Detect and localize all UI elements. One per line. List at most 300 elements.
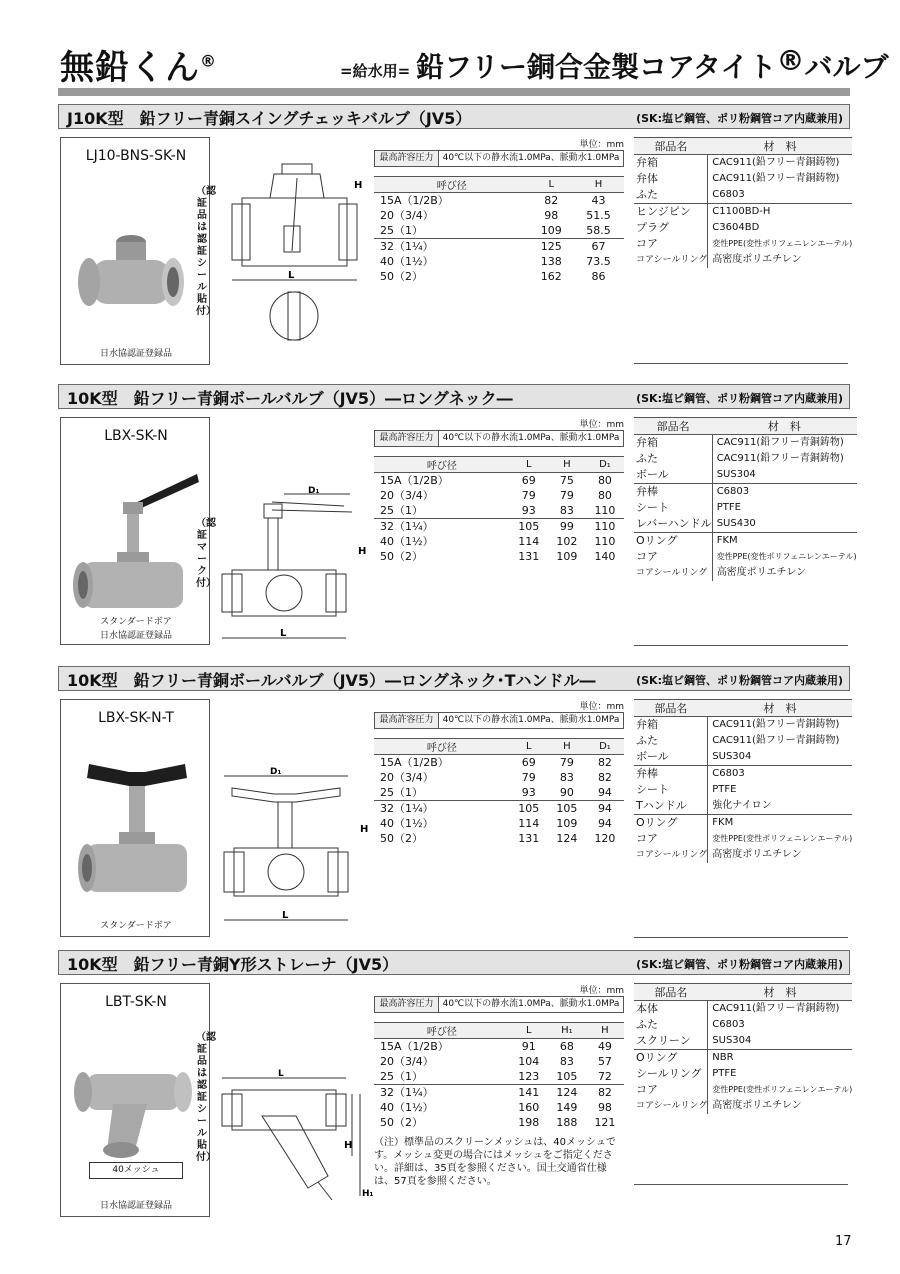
materials-header (634, 700, 852, 717)
value-cell: 110 (586, 519, 624, 535)
section-swing-check-valve (58, 104, 853, 364)
certification-note: （認証品は認証シール貼付） (196, 1032, 216, 1163)
section-note: (SK:塩ビ鋼管、ポリ粉鋼管コア内蔵兼用) (636, 674, 843, 687)
table-row (634, 155, 852, 172)
material-cell: C6803 (708, 1017, 852, 1033)
model-number: LBT-SK-N (105, 994, 167, 1010)
size-cell: 20（3/4） (380, 209, 434, 222)
max-pressure-value: 40℃以下の静水流1.0MPa、脈動水1.0MPa (442, 999, 620, 1009)
photo-note: スタンダードボア (100, 921, 172, 931)
value-cell: 94 (586, 801, 624, 817)
table-row (374, 549, 624, 564)
value-cell: 141 (510, 1085, 548, 1101)
table-row (634, 815, 852, 832)
size-cell: 40（1½） (380, 535, 434, 548)
part-cell: コア (636, 1083, 658, 1096)
size-header: 呼び径 (374, 1023, 510, 1039)
table-row (634, 467, 857, 484)
size-cell: 20（3/4） (380, 489, 434, 502)
section-ball-valve-long-neck (58, 384, 857, 646)
certification-note: （認証マーク付） (196, 518, 216, 589)
value-cell: 198 (518, 1116, 540, 1129)
material-cell: PTFE (708, 1066, 852, 1082)
column-header: H (548, 457, 586, 473)
part-cell: ふた (636, 452, 658, 465)
material-cell: CAC911(鉛フリー青銅鋳物) (708, 733, 852, 749)
column-header: H (573, 177, 624, 193)
table-row (634, 717, 852, 734)
column-header: L (510, 739, 548, 755)
table-row (374, 770, 624, 785)
model-number: LBX-SK-N-T (98, 710, 174, 726)
materials-header (634, 138, 852, 155)
value-cell: 57 (597, 1055, 612, 1068)
material-cell: 変性PPE(変性ポリフェニレンエーテル) (708, 236, 852, 252)
drawing-label-h: H (358, 546, 367, 557)
headline-registered-mark: ® (776, 44, 805, 77)
material-cell: 変性PPE(変性ポリフェニレンエーテル) (708, 1082, 852, 1098)
value-cell: 110 (594, 504, 616, 517)
product-photo-panel (60, 699, 210, 937)
material-cell: SUS304 (712, 467, 856, 484)
ball-valve-t-handle-photo (77, 748, 197, 898)
max-pressure-value: 40℃以下の静水流1.0MPa、脈動水1.0MPa (442, 433, 620, 443)
drawing-label-h1: H₁ (362, 1189, 374, 1199)
product-photo-panel (60, 417, 216, 645)
part-cell: 弁棒 (634, 766, 708, 783)
drawing-label-d1: D₁ (270, 767, 282, 777)
material-cell: PTFE (708, 782, 852, 798)
material-cell: 高密度ポリエチレン (708, 847, 852, 863)
part-cell: ボール (636, 750, 669, 763)
part-cell: 弁箱 (636, 436, 658, 449)
value-cell: 188 (556, 1116, 578, 1129)
value-cell: 72 (597, 1070, 612, 1083)
part-cell: ふた (636, 734, 658, 747)
value-cell: 90 (559, 786, 574, 799)
size-cell: 50（2） (380, 270, 423, 283)
value-cell: 80 (597, 474, 612, 487)
part-cell: コアシールリング (636, 255, 708, 265)
table-row (374, 816, 624, 831)
table-row (634, 451, 857, 467)
ball-valve-lever-photo (71, 462, 201, 612)
table-row (634, 516, 857, 533)
value-cell: 58.5 (586, 224, 611, 237)
brand-registered-mark: ® (200, 51, 217, 71)
value-cell: 110 (594, 535, 616, 548)
value-cell: 109 (556, 817, 578, 830)
value-cell: 104 (518, 1055, 540, 1068)
value-cell: 105 (510, 801, 548, 817)
max-pressure-row (374, 996, 624, 1013)
size-cell: 40（1½） (380, 1101, 434, 1114)
drawing-label-l: L (278, 1069, 284, 1079)
drawing-label-h: H (344, 1140, 353, 1151)
value-cell: 91 (521, 1040, 536, 1053)
part-cell: 弁体 (636, 172, 658, 185)
part-header: 部品名 (634, 418, 712, 435)
part-cell: 弁棒 (634, 484, 712, 501)
product-photo-panel (60, 137, 216, 365)
max-pressure-label: 最高許容圧力 (375, 151, 439, 166)
value-cell: 131 (518, 832, 540, 845)
value-cell: 105 (556, 1070, 578, 1083)
table-row (634, 831, 852, 847)
product-photo-panel (60, 983, 216, 1217)
table-row (634, 749, 852, 766)
part-cell: 弁箱 (636, 156, 658, 169)
section-title: 10K型 鉛フリー青銅ボールバルブ（JV5）―ロングネック･Tハンドル― (67, 671, 596, 690)
value-cell: 98 (544, 209, 559, 222)
part-header: 部品名 (634, 138, 708, 155)
part-cell: コア (636, 832, 658, 845)
part-cell: シールリング (636, 1067, 702, 1080)
material-cell: SUS304 (708, 749, 852, 766)
material-cell: 変性PPE(変性ポリフェニレンエーテル) (708, 831, 852, 847)
table-row (634, 766, 852, 783)
y-strainer-photo (73, 1032, 193, 1162)
size-cell: 50（2） (380, 832, 423, 845)
value-cell: 140 (594, 550, 616, 563)
value-cell: 51.5 (586, 209, 611, 222)
column-header: L (510, 1023, 548, 1039)
size-cell: 32（1¼） (374, 519, 510, 535)
value-cell: 114 (518, 535, 540, 548)
swing-check-valve-photo (75, 230, 187, 330)
max-pressure-label: 最高許容圧力 (375, 997, 439, 1012)
part-cell: 本体 (636, 1002, 658, 1015)
table-row (634, 236, 852, 252)
material-cell: 高密度ポリエチレン (712, 565, 856, 581)
part-cell: Tハンドル (636, 799, 687, 812)
table-row (374, 1054, 624, 1069)
dimensions-table (374, 456, 624, 564)
section-title: 10K型 鉛フリー青銅ボールバルブ（JV5）―ロングネック― (67, 389, 513, 408)
part-cell: コア (636, 237, 658, 250)
value-cell: 69 (521, 474, 536, 487)
materials-table (634, 417, 857, 581)
section-note: (SK:塩ビ鋼管、ポリ粉鋼管コア内蔵兼用) (636, 112, 843, 125)
max-pressure-label: 最高許容圧力 (375, 713, 439, 728)
part-header: 部品名 (634, 700, 708, 717)
part-cell: コアシールリング (636, 1101, 708, 1111)
table-row (634, 484, 857, 501)
part-cell: ふた (636, 188, 658, 201)
section-header (58, 666, 850, 691)
material-header: 材 料 (708, 138, 852, 155)
material-cell: CAC911(鉛フリー青銅鋳物) (708, 155, 852, 172)
material-cell: C6803 (712, 484, 856, 501)
value-cell: 82 (586, 1085, 624, 1101)
table-row (634, 187, 852, 204)
drawing-label-l: L (288, 270, 295, 281)
table-row (374, 239, 624, 255)
material-cell: C3604BD (708, 220, 852, 236)
value-cell: 82 (597, 756, 612, 769)
size-cell: 15A（1/2B） (380, 474, 449, 487)
dimensions-table (374, 176, 624, 284)
drawing-label-h: H (354, 180, 363, 191)
unit-label: 単位：mm (579, 702, 624, 712)
value-cell: 120 (594, 832, 616, 845)
dimensions-header (374, 739, 624, 755)
value-cell: 94 (597, 786, 612, 799)
materials-header (634, 984, 852, 1001)
value-cell: 83 (559, 771, 574, 784)
column-header: H₁ (548, 1023, 586, 1039)
size-cell: 15A（1/2B） (380, 194, 449, 207)
table-row (374, 1100, 624, 1115)
part-cell: Oリング (634, 815, 708, 832)
value-cell: 75 (559, 474, 574, 487)
value-cell: 79 (559, 489, 574, 502)
unit-label: 単位：mm (579, 420, 624, 430)
table-row (374, 1039, 624, 1055)
table-row (634, 1050, 852, 1067)
section-note: (SK:塩ビ鋼管、ポリ粉鋼管コア内蔵兼用) (636, 958, 843, 971)
page-number: 17 (835, 1234, 852, 1249)
material-cell: SUS304 (708, 1033, 852, 1050)
table-row (634, 435, 857, 452)
drawing-label-h: H (360, 824, 369, 835)
size-cell: 40（1½） (380, 255, 434, 268)
photo-note: 日水協認証登録品 (99, 631, 172, 641)
value-cell: 86 (591, 270, 606, 283)
size-cell: 20（3/4） (380, 771, 434, 784)
material-cell: SUS430 (712, 516, 856, 533)
max-pressure-value: 40℃以下の静水流1.0MPa、脈動水1.0MPa (442, 715, 620, 725)
table-row (374, 223, 624, 239)
part-cell: スクリーン (636, 1034, 691, 1047)
value-cell: 83 (559, 1055, 574, 1068)
table-row (374, 193, 624, 209)
material-cell: C6803 (708, 766, 852, 783)
part-cell: シート (636, 501, 669, 514)
material-header: 材 料 (712, 418, 856, 435)
part-cell: ふた (636, 1018, 658, 1031)
size-cell: 25（1） (380, 224, 423, 237)
part-cell: ボール (636, 468, 669, 481)
table-row (374, 1115, 624, 1130)
material-cell: C6803 (708, 187, 852, 204)
value-cell: 109 (556, 550, 578, 563)
materials-header (634, 418, 857, 435)
value-cell: 99 (548, 519, 586, 535)
part-cell: レバーハンドル (636, 517, 712, 530)
table-row (374, 534, 624, 549)
max-pressure-value: 40℃以下の静水流1.0MPa、脈動水1.0MPa (442, 153, 620, 163)
table-row (374, 519, 624, 535)
strainer-notes: （注）標準品のスクリーンメッシュは、40メッシュです。メッシュ変更の場合にはメッシュをご指定ください。詳細は、35頁を参照ください。国土交通省仕様は、57頁を参照ください。 (374, 1137, 616, 1187)
value-cell: 105 (548, 801, 586, 817)
part-cell: コア (636, 550, 658, 563)
column-header: D₁ (586, 457, 624, 473)
model-number: LBX-SK-N (104, 428, 168, 444)
material-cell: PTFE (712, 500, 856, 516)
table-row (634, 1082, 852, 1098)
value-cell: 125 (529, 239, 573, 255)
headline-title-end: バルブ (804, 50, 889, 84)
table-row (634, 171, 852, 187)
section-header (58, 384, 850, 409)
table-row (374, 254, 624, 269)
value-cell: 131 (518, 550, 540, 563)
size-cell: 40（1½） (380, 817, 434, 830)
value-cell: 94 (597, 817, 612, 830)
table-row (634, 533, 857, 550)
material-cell: FKM (712, 533, 856, 550)
material-cell: 高密度ポリエチレン (708, 1098, 852, 1114)
column-header: D₁ (586, 739, 624, 755)
table-row (634, 204, 852, 221)
material-header: 材 料 (708, 984, 852, 1001)
table-row (634, 847, 852, 863)
value-cell: 105 (510, 519, 548, 535)
material-cell: CAC911(鉛フリー青銅鋳物) (708, 717, 852, 734)
max-pressure-row (374, 430, 624, 447)
value-cell: 124 (548, 1085, 586, 1101)
material-cell: 変性PPE(変性ポリフェニレンエーテル) (712, 549, 856, 565)
part-cell: プラグ (636, 221, 669, 234)
ball-valve-lever-drawing (222, 486, 372, 646)
size-cell: 25（1） (380, 786, 423, 799)
table-row (374, 1085, 624, 1101)
value-cell: 82 (597, 771, 612, 784)
value-cell: 123 (518, 1070, 540, 1083)
max-pressure-row (374, 150, 624, 167)
unit-label: 単位：mm (579, 986, 624, 996)
part-cell: コアシールリング (636, 568, 708, 578)
table-row (634, 1017, 852, 1033)
value-cell: 68 (559, 1040, 574, 1053)
section-note: (SK:塩ビ鋼管、ポリ粉鋼管コア内蔵兼用) (636, 392, 843, 405)
value-cell: 149 (556, 1101, 578, 1114)
size-cell: 25（1） (380, 504, 423, 517)
drawing-label-d1: D₁ (308, 486, 320, 496)
brand-title (60, 40, 217, 89)
material-cell: NBR (708, 1050, 852, 1067)
size-cell: 20（3/4） (380, 1055, 434, 1068)
table-row (374, 269, 624, 284)
materials-table (634, 137, 852, 268)
dimensions-table (374, 738, 624, 846)
size-cell: 32（1¼） (374, 801, 510, 817)
y-strainer-drawing (222, 1069, 374, 1204)
drawing-label-l: L (280, 628, 287, 639)
table-row (374, 1069, 624, 1085)
section-y-strainer (58, 950, 853, 1222)
dimensions-header (374, 1023, 624, 1039)
photo-note: スタンダードボア (100, 617, 172, 627)
table-row (374, 503, 624, 519)
part-header: 部品名 (634, 984, 708, 1001)
value-cell: 79 (521, 489, 536, 502)
headline-title: 鉛フリー銅合金製コアタイト (416, 50, 777, 84)
drawing-label-l: L (282, 910, 289, 921)
table-row (374, 831, 624, 846)
material-cell: CAC911(鉛フリー青銅鋳物) (708, 1001, 852, 1018)
materials-table (634, 699, 852, 863)
material-cell: C1100BD-H (708, 204, 852, 221)
table-row (634, 782, 852, 798)
section-header (58, 950, 850, 975)
dimensions-header (374, 177, 624, 193)
materials-table (634, 983, 852, 1114)
table-row (374, 755, 624, 771)
value-cell: 79 (559, 756, 574, 769)
size-header: 呼び径 (374, 457, 510, 473)
table-row (634, 549, 857, 565)
value-cell: 109 (540, 224, 562, 237)
part-cell: コアシールリング (636, 850, 708, 860)
material-header: 材 料 (708, 700, 852, 717)
value-cell: 83 (559, 504, 574, 517)
value-cell: 98 (597, 1101, 612, 1114)
column-header: H (586, 1023, 624, 1039)
table-row (634, 500, 857, 516)
part-cell: 弁箱 (636, 718, 658, 731)
value-cell: 124 (556, 832, 578, 845)
part-cell: シート (636, 783, 669, 796)
material-cell: CAC911(鉛フリー青銅鋳物) (708, 171, 852, 187)
size-cell: 50（2） (380, 1116, 423, 1129)
certification-note: （認証品は認証シール貼付） (196, 186, 216, 317)
unit-label: 単位：mm (579, 140, 624, 150)
value-cell: 73.5 (586, 255, 611, 268)
photo-note: 日水協認証登録品 (99, 349, 172, 359)
brand-text: 無鉛くん (60, 48, 200, 88)
table-row (634, 565, 857, 581)
ball-valve-t-handle-drawing (224, 766, 374, 930)
material-cell: CAC911(鉛フリー青銅鋳物) (712, 435, 856, 452)
table-row (374, 488, 624, 503)
dimensions-table (374, 1022, 624, 1130)
page-headline (340, 44, 889, 85)
size-cell: 32（1¼） (374, 239, 529, 255)
value-cell: 121 (594, 1116, 616, 1129)
material-cell: CAC911(鉛フリー青銅鋳物) (712, 451, 856, 467)
section-title: J10K型 鉛フリー青銅スイングチェッキバルブ（JV5） (67, 109, 472, 128)
value-cell: 138 (540, 255, 562, 268)
value-cell: 93 (521, 786, 536, 799)
section-title: 10K型 鉛フリー青銅Y形ストレーナ（JV5） (67, 955, 399, 974)
table-row (374, 208, 624, 223)
value-cell: 102 (556, 535, 578, 548)
table-row (634, 1066, 852, 1082)
max-pressure-label: 最高許容圧力 (375, 431, 439, 446)
value-cell: 49 (597, 1040, 612, 1053)
photo-note: 日水協認証登録品 (99, 1201, 172, 1211)
size-header: 呼び径 (374, 177, 529, 193)
value-cell: 79 (521, 771, 536, 784)
value-cell: 80 (597, 489, 612, 502)
table-row (634, 1033, 852, 1050)
value-cell: 93 (521, 504, 536, 517)
material-cell: 強化ナイロン (708, 798, 852, 815)
dimensions-header (374, 457, 624, 473)
section-ball-valve-t-handle (58, 666, 853, 938)
column-header: H (548, 739, 586, 755)
section-header (58, 104, 850, 129)
swing-check-valve-drawing (232, 156, 362, 356)
table-row (634, 798, 852, 815)
part-cell: ヒンジピン (634, 204, 708, 221)
column-header: L (529, 177, 573, 193)
value-cell: 160 (518, 1101, 540, 1114)
value-cell: 82 (544, 194, 559, 207)
table-row (634, 733, 852, 749)
